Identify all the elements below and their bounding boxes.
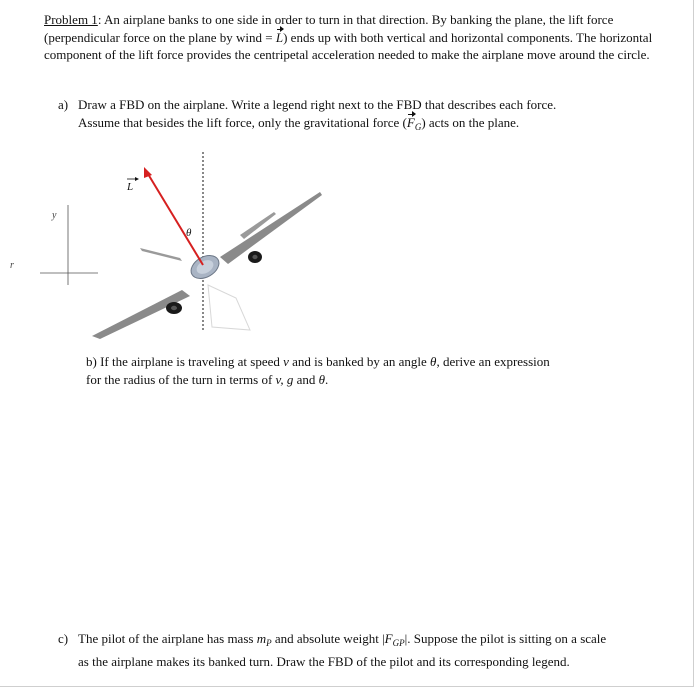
r-axis-label: r <box>10 260 14 271</box>
theta-symbol: θ <box>430 354 437 369</box>
part-c-text2: as the airplane makes its banked turn. Draw the FBD of the pilot and its corresponding legend. <box>78 653 570 669</box>
y-axis-label: y <box>52 210 57 221</box>
part-b-text1-post: , derive an expression <box>436 354 550 369</box>
lift-arrowhead <box>144 167 152 178</box>
angle-label: θ <box>186 227 192 239</box>
pilot-weight-subscript: GP <box>392 638 405 648</box>
lift-vector-symbol: L <box>275 29 284 45</box>
part-b-text1-mid: and is banked by an angle <box>288 354 431 369</box>
part-b-text1-pre: If the airplane is traveling at speed <box>100 354 284 369</box>
fg-subscript: G <box>414 121 422 132</box>
part-b-text2-and: and <box>293 371 319 387</box>
part-a-text2: Assume that besides the lift force, only the gravitational force ( <box>78 114 407 130</box>
part-c <box>58 630 668 670</box>
fg-vector-symbol: F <box>406 114 415 130</box>
part-a-text3: ) acts on the plane. <box>421 114 520 130</box>
intro-text: : An airplane banks to one side in order to turn in that direction. By banking the plane, the lift force (perpendicular force on the plane by wind = <box>44 12 614 45</box>
pilot-mass-subscript: P <box>266 638 272 648</box>
problem-heading: Problem 1 <box>44 12 98 27</box>
part-b <box>86 353 666 388</box>
left-stabilizer <box>140 248 182 261</box>
right-wing <box>220 192 322 264</box>
right-engine-intake <box>252 255 257 259</box>
part-a-label: a) <box>58 97 69 112</box>
lift-force-arrow <box>148 174 203 265</box>
part-c-label: c) <box>58 631 69 646</box>
problem-intro <box>44 11 654 64</box>
part-a <box>58 96 658 136</box>
tail-outline <box>208 285 250 330</box>
part-c-text1-pre: The pilot of the airplane has mass <box>78 631 257 646</box>
lift-label-arrowtip <box>135 177 139 181</box>
part-b-label: b) <box>86 354 97 369</box>
left-engine-intake <box>171 306 177 310</box>
intro-text-end: ) ends up with both vertical and horizontal components. The horizontal component of the lift force provides the centripetal acceleration needed to make the airplane move around the circle. <box>44 29 653 62</box>
part-b-text2-pre: for the radius of the turn in terms of <box>86 371 276 387</box>
pilot-weight-symbol: F <box>384 631 393 646</box>
airplane-diagram <box>0 140 360 350</box>
left-wing <box>92 290 190 339</box>
lift-label: L <box>127 181 134 193</box>
part-b-text2-end: . <box>325 371 329 387</box>
speed-symbol: v <box>283 354 289 369</box>
part-c-text1-post: |. Suppose the pilot is sitting on a scale <box>404 631 607 646</box>
theta-symbol-2: θ <box>318 371 326 387</box>
part-a-text1: Draw a FBD on the airplane. Write a legend right next to the FBD that describes each force. <box>78 97 557 112</box>
pilot-mass-symbol: m <box>256 631 267 646</box>
part-b-vars: v, g <box>275 371 294 387</box>
part-c-text1-mid: and absolute weight | <box>271 631 385 646</box>
